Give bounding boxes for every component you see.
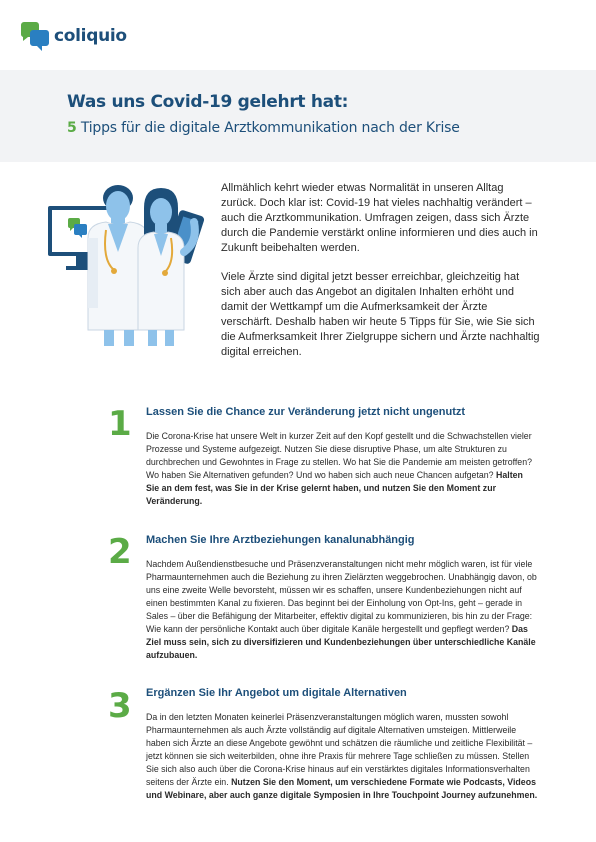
tip-3-text: Da in den letzten Monaten keinerlei Präsenzveranstaltungen möglich waren, mussten sowohl Pharmaunternehmen als auch Ärzte vollständig auf digitale Alternativen umsteigen. Mittlerweile haben sich Ärzte an diese Angebote gewöhnt und schätzen die räumliche und zeitliche Flexibilität – jetzt können sie sich weiterbilden, ohne ihre Praxis für mehrere Tage schließen zu müssen. Stellen Sie sich also auch über die Corona-Krise hinaus auf ein verstärktes digitales Informationsverhalten seitens der Ärzte ein. (146, 712, 533, 787)
tip-1-number: 1 (108, 404, 132, 444)
tip-3-bold-text: Nutzen Sie den Moment, um verschiedene Formate wie Podcasts, Videos und Webinare, aber auch ganze digitale Symposien in Ihre Touchpoint Journey aufzunehmen. (146, 777, 538, 800)
tip-3-number: 3 (108, 686, 132, 726)
logo-wordmark: coliquio (54, 26, 127, 46)
tip-2-text: Nachdem Außendienstbesuche und Präsenzveranstaltungen nicht mehr möglich waren, ist für viele Pharmaunternehmen auch die Beziehung zu ihren Zielärzten weggebrochen. Unabhängig davon, ob uns eine zweite Welle bevorsteht, müssen wir es schaffen, unsere Kundenbeziehungen nicht auf einen bestimmten Kanal zu fixieren. Das beginnt bei der Einholung von Opt-Ins, geht – gerade in Sales – über die Befähigung der Mitarbeiter, effektiv digital zu kommunizieren, bis hin zu der Frage: Wie kann der persönliche Kontakt auch über digitale Kanäle hergestellt und gepflegt werden? (146, 559, 537, 634)
doctors-illustration (44, 178, 210, 348)
coliquio-logo (20, 20, 127, 52)
subtitle-number: 5 (67, 120, 77, 136)
tip-1-text: Die Corona-Krise hat unsere Welt in kurzer Zeit auf den Kopf gestellt und die Schwachstellen vieler Prozesse und Systeme aufgezeigt. Nutzen Sie diese disruptive Phase, um alte Strukturen zu durchbrechen und Gewohntes in Frage zu stellen. Wo hat Sie die Pandemie am meisten getroffen? Wo haben Sie Alternativen gefunden? Und wo haben sich auch neue Chancen aufgetan? (146, 431, 532, 480)
page-title: Was uns Covid-19 gelehrt hat: (67, 92, 349, 112)
tip-2-bold-text: Das Ziel muss sein, sich zu diversifizieren und Kundenbeziehungen über unterschiedliche Kanäle aufzubauen. (146, 624, 536, 660)
speech-bubbles-logo-icon (20, 20, 50, 52)
tip-2-body (146, 558, 538, 662)
header-band (0, 70, 596, 162)
tip-3-body (146, 711, 538, 802)
tip-1-heading: Lassen Sie die Chance zur Veränderung jetzt nicht ungenutzt (146, 406, 466, 418)
tip-2-number: 2 (108, 532, 132, 572)
tip-1-body (146, 430, 536, 508)
page-subtitle (67, 120, 460, 136)
subtitle-text: Tipps für die digitale Arztkommunikation nach der Krise (80, 120, 460, 136)
tip-3-heading: Ergänzen Sie Ihr Angebot um digitale Alternativen (146, 687, 407, 699)
tip-1-bold-text: Halten Sie an dem fest, was Sie in der Krise gelernt haben, und nutzen Sie den Moment zur Veränderung. (146, 470, 523, 506)
intro-paragraph-2: Viele Ärzte sind digital jetzt besser erreichbar, gleichzeitig hat sich aber auch das Angebot an digitalen Inhalten erhöht und damit der Wettkampf um die Aufmerksamkeit der Ärzte verschärft. Deshalb haben wir heute 5 Tipps für Sie, wie Sie sich die Aufmerksamkeit Ihrer Zielgruppe sichern und Ärzte nachhaltig digital erreichen. (221, 271, 540, 358)
intro-text (221, 181, 541, 374)
tip-2-heading: Machen Sie Ihre Arztbeziehungen kanalunabhängig (146, 534, 415, 546)
intro-paragraph-1: Allmählich kehrt wieder etwas Normalität in unseren Alltag zurück. Doch klar ist: Covid-19 hat vieles nachhaltig verändert – auch die Arztkommunikation. Umfragen zeigen, dass sich Ärzte durch die Pandemie verstärkt online informieren und dies auch in Zukunft beibehalten werden. (221, 182, 538, 254)
